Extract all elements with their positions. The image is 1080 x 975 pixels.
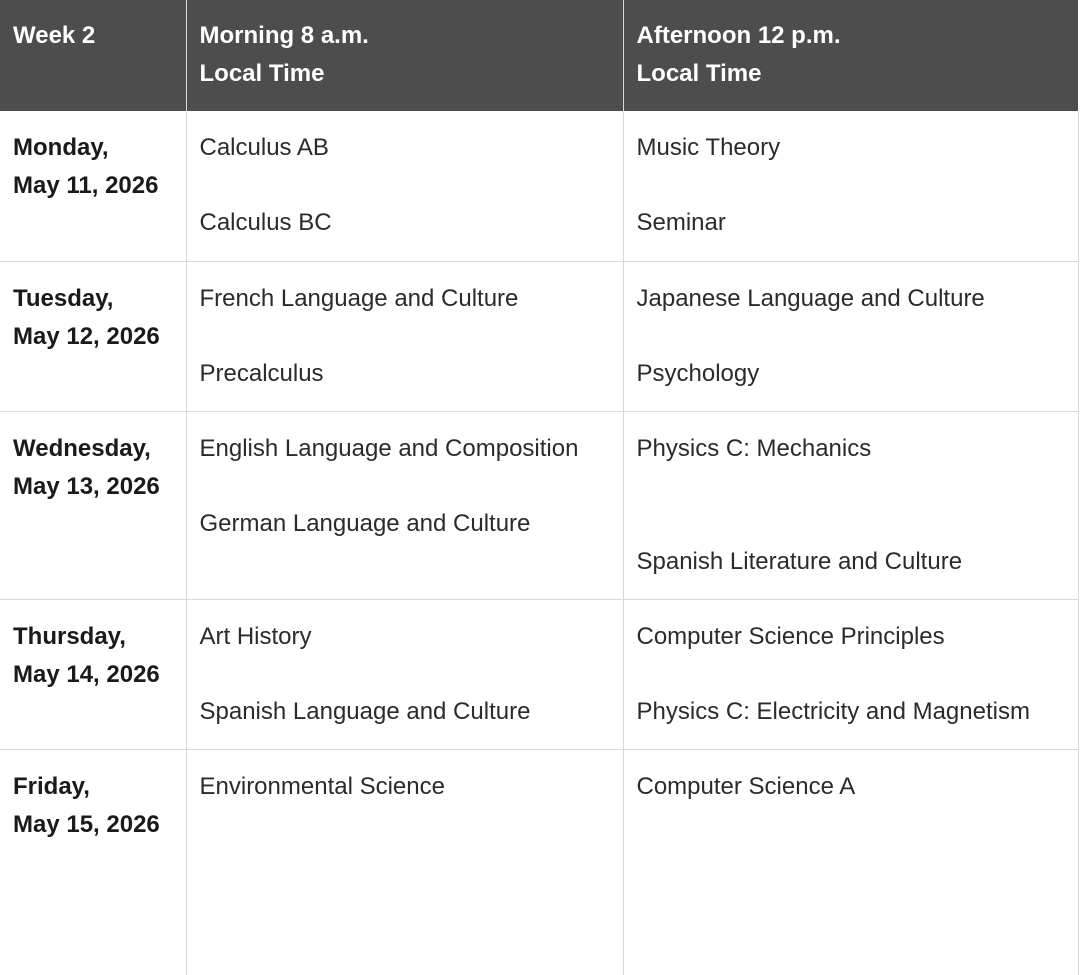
day-cell — [0, 749, 186, 975]
afternoon-cell — [623, 599, 1078, 749]
exam-item: Calculus BC — [199, 209, 332, 236]
header-afternoon-zone: Local Time — [636, 60, 762, 87]
header-morning — [186, 0, 623, 111]
header-morning-zone: Local Time — [199, 60, 325, 87]
header-morning-time: Morning 8 a.m. — [199, 22, 369, 49]
exam-item: Spanish Language and Culture — [199, 697, 531, 725]
exam-item: Computer Science Principles — [636, 622, 945, 650]
exam-item: Music Theory — [636, 134, 781, 161]
exam-item: French Language and Culture — [199, 284, 519, 312]
exam-item: Calculus AB — [199, 134, 329, 161]
afternoon-cell — [623, 749, 1078, 975]
exam-item: Spanish Literature and Culture — [636, 547, 963, 575]
header-afternoon-time: Afternoon 12 p.m. — [636, 22, 841, 49]
exam-item: Physics C: Electricity and Magnetism — [636, 697, 1030, 725]
table-row — [0, 111, 1078, 261]
day-date: May 14, 2026 — [13, 660, 160, 688]
header-week-label: Week 2 — [13, 22, 96, 49]
day-date: May 13, 2026 — [13, 472, 160, 500]
day-name: Thursday, — [13, 622, 126, 650]
table-row — [0, 261, 1078, 411]
day-name: Monday, — [13, 134, 109, 161]
day-cell — [0, 111, 186, 261]
exam-item: Seminar — [636, 209, 726, 236]
day-date: May 12, 2026 — [13, 322, 160, 350]
exam-item: Art History — [199, 622, 312, 650]
afternoon-cell — [623, 411, 1078, 599]
exam-item: Environmental Science — [199, 772, 445, 800]
morning-cell — [186, 261, 623, 411]
header-afternoon — [623, 0, 1078, 111]
exam-item: Psychology — [636, 359, 760, 387]
table-row — [0, 599, 1078, 749]
table-row — [0, 749, 1078, 975]
day-cell — [0, 261, 186, 411]
header-row — [0, 0, 1078, 111]
exam-item: Physics C: Mechanics — [636, 434, 872, 462]
morning-cell — [186, 411, 623, 599]
morning-cell — [186, 599, 623, 749]
afternoon-cell — [623, 261, 1078, 411]
exam-item: English Language and Composition — [199, 434, 579, 462]
morning-cell — [186, 749, 623, 975]
header-week — [0, 0, 186, 111]
day-name: Tuesday, — [13, 284, 114, 312]
day-date: May 11, 2026 — [13, 172, 159, 199]
exam-item: Japanese Language and Culture — [636, 284, 985, 312]
exam-item: German Language and Culture — [199, 509, 531, 537]
afternoon-cell — [623, 111, 1078, 261]
table-row — [0, 411, 1078, 599]
day-cell — [0, 411, 186, 599]
morning-cell — [186, 111, 623, 261]
day-name: Friday, — [13, 772, 90, 800]
day-cell — [0, 599, 186, 749]
exam-item: Computer Science A — [636, 772, 856, 800]
exam-item: Precalculus — [199, 359, 324, 387]
day-date: May 15, 2026 — [13, 810, 160, 838]
day-name: Wednesday, — [13, 434, 151, 462]
